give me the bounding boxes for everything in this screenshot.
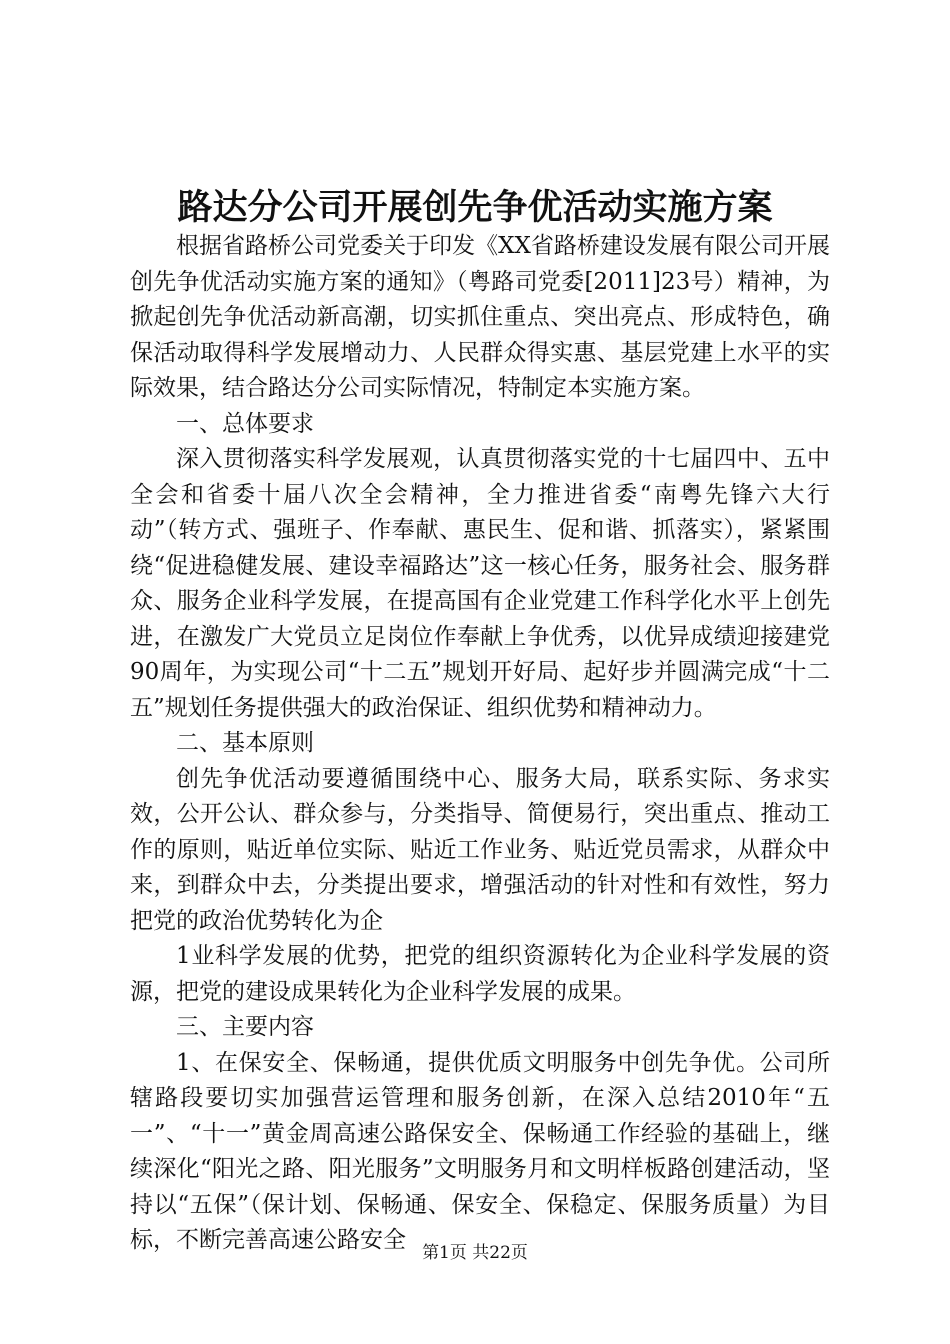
section-heading-1: 一、总体要求 (176, 410, 314, 437)
section-heading-3: 三、主要内容 (176, 1014, 314, 1040)
page-footer: 第1页 共22页 (422, 1243, 528, 1263)
paragraph-intro: 根据省路桥公司党委关于印发《XX省路桥建设发展有限公司开展创先争优活动实施方案的通知》（粤路司党委[2011]23号）精神，为掀起创先争优活动新高潮，切实抓住重点、突出亮点、形成特色，确保活动取得科学发展增动力、人民群众得实惠、基层党建上水平的实际效果，结合路达分公司实际情况，特制定本实施方案。 (130, 233, 830, 401)
paragraph-basic-principles-cont: 1业科学发展的优势，把党的组织资源转化为企业科学发展的资源，把党的建设成果转化为企业科学发展的成果。 (130, 943, 830, 1005)
paragraph-general-requirements: 深入贯彻落实科学发展观，认真贯彻落实党的十七届四中、五中全会和省委十届八次全会精神，全力推进省委“南粤先锋六大行动”（转方式、强班子、作奉献、惠民生、促和谐、抓落实），紧紧围绕“促进稳健发展、建设幸福路达”这一核心任务，服务社会、服务群众、服务企业科学发展，在提高国有企业党建工作科学化水平上创先进，在激发广大党员立足岗位作奉献上争优秀，以优异成绩迎接建党90周年，为实现公司“十二五”规划开好局、起好步并圆满完成“十二五”规划任务提供强大的政治保证、组织优势和精神动力。 (130, 446, 830, 721)
section-heading-2: 二、基本原则 (176, 730, 314, 756)
document-title: 路达分公司开展创先争优活动实施方案 (177, 187, 773, 228)
paragraph-main-content-1: 1、在保安全、保畅通，提供优质文明服务中创先争优。公司所辖路段要切实加强营运管理和服务创新，在深入总结2010年“五一”、“十一”黄金周高速公路保安全、保畅通工作经验的基础上，继续深化“阳光之路、阳光服务”文明服务月和文明样板路创建活动，坚持以“五保”（保计划、保畅通、保安全、保稳定、保服务质量）为目标，不断完善高速公路安全 (130, 1049, 830, 1253)
document-body (130, 229, 830, 1259)
paragraph-basic-principles: 创先争优活动要遵循围绕中心、服务大局，联系实际、务求实效，公开公认、群众参与，分类指导、简便易行，突出重点、推动工作的原则，贴近单位实际、贴近工作业务、贴近党员需求，从群众中来，到群众中去，分类提出要求，增强活动的针对性和有效性，努力把党的政治优势转化为企 (130, 765, 830, 934)
